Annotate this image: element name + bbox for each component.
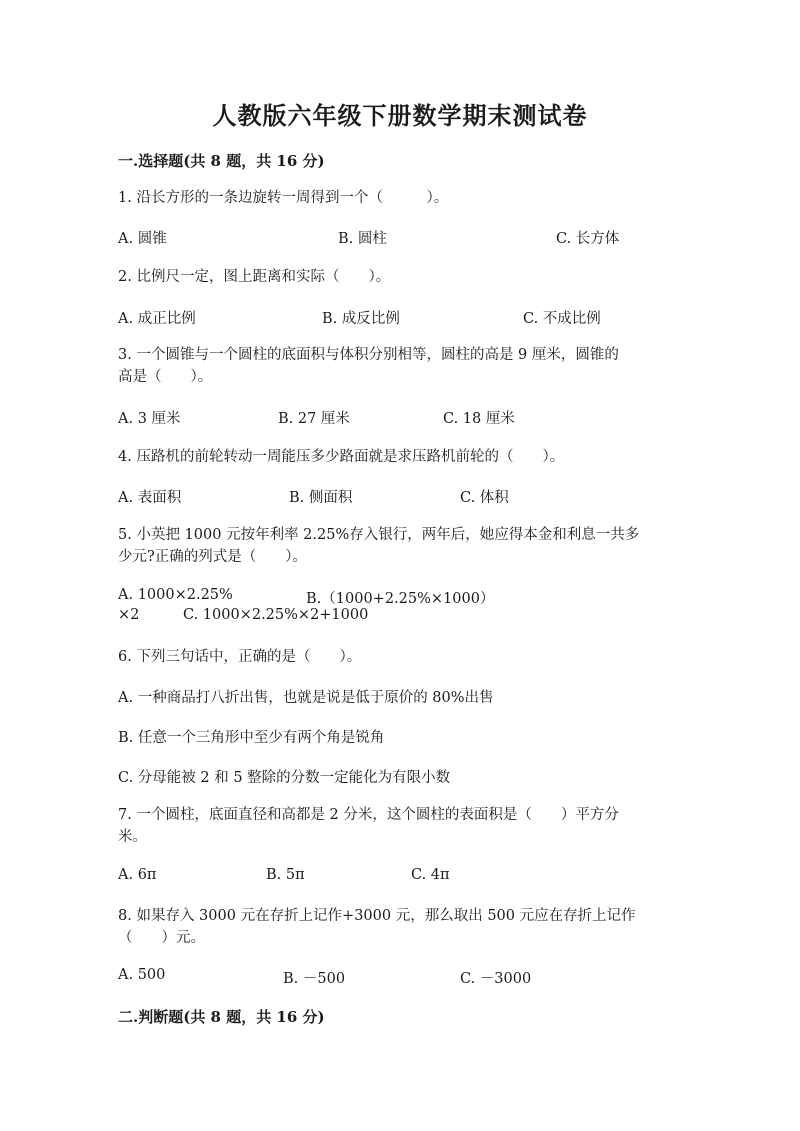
question-3-line-2: 高是（ ）。	[118, 369, 213, 385]
q7-option-b: B. 5π	[266, 867, 305, 883]
question-2: 2. 比例尺一定，图上距离和实际（ ）。	[118, 269, 391, 285]
q3-option-a: A. 3 厘米	[118, 411, 181, 427]
question-5-line-2: 少元?正确的列式是（ ）。	[118, 549, 308, 565]
q2-option-c: C. 不成比例	[523, 311, 601, 327]
q5-option-a: A. 1000×2.25%	[118, 587, 233, 603]
question-7	[118, 804, 688, 848]
q8-option-c: C. －3000	[460, 971, 532, 987]
question-8-line-2: （ ）元。	[118, 930, 205, 946]
q8-option-b: B. －500	[283, 971, 346, 987]
question-4: 4. 压路机的前轮转动一周能压多少路面就是求压路机前轮的（ ）。	[118, 449, 565, 465]
q7-option-c: C. 4π	[411, 867, 450, 883]
section-heading-multiple-choice: 一.选择题(共 8 题，共 16 分)	[118, 152, 325, 170]
question-3-line-1: 3. 一个圆锥与一个圆柱的底面积与体积分别相等，圆柱的高是 9 厘米，圆锥的	[118, 347, 619, 363]
q3-option-c: C. 18 厘米	[443, 411, 515, 427]
q5-option-c: C. 1000×2.25%×2+1000	[183, 607, 369, 623]
q1-option-b: B. 圆柱	[338, 231, 387, 247]
q5-option-b-continued: ×2	[118, 607, 140, 623]
question-5	[118, 524, 688, 568]
q1-option-c: C. 长方体	[556, 231, 620, 247]
question-1: 1. 沿长方形的一条边旋转一周得到一个（ ）。	[118, 190, 449, 206]
q7-option-a: A. 6π	[118, 867, 157, 883]
q4-option-c: C. 体积	[460, 490, 509, 506]
question-5-line-1: 5. 小英把 1000 元按年利率 2.25%存入银行，两年后，她应得本金和利息一共多	[118, 527, 640, 543]
q6-option-a: A. 一种商品打八折出售，也就是说是低于原价的 80%出售	[118, 690, 494, 706]
q3-option-b: B. 27 厘米	[278, 411, 350, 427]
q8-option-a: A. 500	[118, 967, 166, 983]
q2-option-b: B. 成反比例	[322, 311, 400, 327]
question-6: 6. 下列三句话中，正确的是（ ）。	[118, 649, 362, 665]
q4-option-a: A. 表面积	[118, 490, 182, 506]
question-7-line-2: 米。	[118, 829, 147, 845]
q6-option-c: C. 分母能被 2 和 5 整除的分数一定能化为有限小数	[118, 770, 451, 786]
question-8	[118, 905, 688, 949]
q6-option-b: B. 任意一个三角形中至少有两个角是锐角	[118, 730, 385, 746]
question-8-line-1: 8. 如果存入 3000 元在存折上记作+3000 元，那么取出 500 元应在存折上记作	[118, 908, 636, 924]
section-heading-true-false: 二.判断题(共 8 题，共 16 分)	[118, 1008, 325, 1026]
q5-option-b: B.（1000+2.25%×1000）	[306, 591, 495, 607]
q2-option-a: A. 成正比例	[118, 311, 196, 327]
question-7-line-1: 7. 一个圆柱，底面直径和高都是 2 分米，这个圆柱的表面积是（ ）平方分	[118, 807, 619, 823]
question-3	[118, 344, 688, 388]
q1-option-a: A. 圆锥	[118, 231, 167, 247]
q4-option-b: B. 侧面积	[289, 490, 353, 506]
page-title: 人教版六年级下册数学期末测试卷	[212, 101, 588, 130]
